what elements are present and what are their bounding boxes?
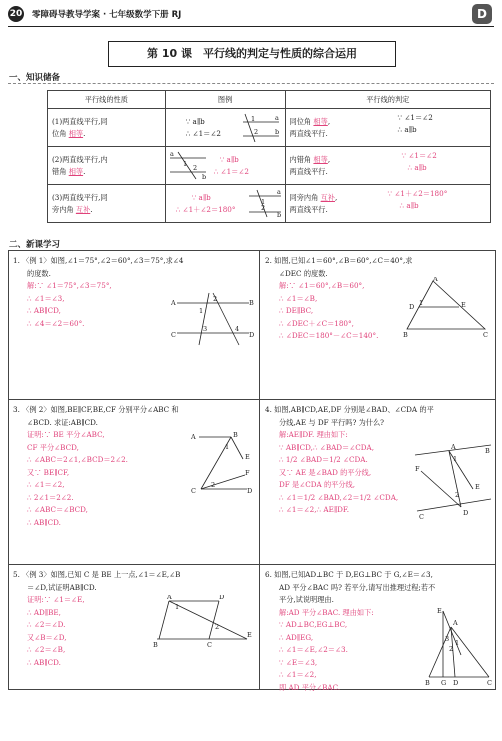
answer-blank: 相等 [68, 166, 84, 176]
svg-text:2: 2 [213, 295, 218, 303]
svg-text:C: C [419, 513, 424, 521]
svg-text:C: C [191, 487, 196, 495]
svg-text:F: F [245, 469, 250, 477]
svg-text:1: 1 [225, 443, 230, 451]
svg-text:1: 1 [453, 455, 458, 463]
svg-text:E: E [247, 631, 252, 639]
property-cell: (1)两直线平行,同 位角 相等. [48, 109, 166, 147]
figure-problem-1 [169, 291, 255, 347]
svg-text:E: E [245, 453, 250, 461]
svg-text:D: D [219, 595, 225, 601]
table-row [48, 147, 491, 185]
svg-text:2: 2 [215, 623, 220, 631]
property-cell: (3)两直线平行,同 旁内角 互补. [48, 185, 166, 223]
figure-problem-2 [399, 277, 493, 337]
criterion-cell: 同位角 相等, 两直线平行. ∵ ∠1＝∠2 ∴ a∥b [285, 109, 490, 147]
svg-text:b: b [276, 211, 281, 218]
svg-text:1: 1 [260, 198, 265, 206]
figure-problem-4 [413, 441, 493, 521]
svg-text:D: D [249, 331, 255, 339]
svg-text:1: 1 [455, 639, 460, 647]
svg-text:2: 2 [192, 164, 197, 172]
answer-blank: 相等 [313, 116, 328, 126]
property-cell: (2)两直线平行,内 错角 相等. [48, 147, 166, 185]
svg-text:a: a [169, 150, 174, 158]
svg-text:1: 1 [250, 115, 255, 123]
table-row [48, 109, 491, 147]
svg-text:B: B [153, 641, 158, 649]
svg-text:B: B [485, 447, 490, 455]
problem-5: 5. 〈例 3〉如图,已知 C 是 BE 上一点,∠1＝∠E,∠B ＝∠D,试证明AB∥CD. 证明:∵ ∠1＝∠E, ∴ AD∥BE, ∴ ∠2＝∠D. 又∠B＝∠D, ∴ ∠2＝∠B, ∴ AB∥CD. [13, 570, 181, 667]
svg-text:A: A [433, 277, 438, 283]
svg-text:1: 1 [182, 160, 187, 168]
svg-text:A: A [191, 433, 196, 441]
book-title: 零障碍导教导学案 · 七年级数学下册 RJ [32, 10, 182, 20]
figure-co-interior-angles [247, 188, 283, 218]
lesson-title: 第 10 课 平行线的判定与性质的综合运用 [108, 41, 396, 67]
column-divider [259, 251, 260, 689]
table-row [48, 185, 491, 223]
svg-text:1: 1 [419, 299, 424, 307]
svg-text:3: 3 [445, 635, 450, 643]
answer-blank: 相等 [313, 154, 328, 164]
problem-3: 3. 〈例 2〉如图,BE∥CF,BE,CF 分别平分∠ABC 和 ∠BCD. 求证:AB∥CD. 证明:∵ BE 平分∠ABC, CF 平分∠BCD, ∴ ∠ABC＝2∠1,∠BCD＝2∠2. 又∵ BE∥CF, ∴ ∠1＝∠2, ∴ 2∠1＝2∠2. ∴ ∠ABC＝∠BCD, ∴ AB∥CD. [13, 405, 179, 527]
svg-text:D: D [463, 509, 469, 517]
figure-problem-5 [149, 595, 255, 651]
answer-blank: 互补 [320, 192, 335, 202]
problem-4: 4. 如图,AB∥CD,AE,DF 分别是∠BAD、∠CDA 的平 分线,AE 与 DF 平行吗? 为什么? 解:AE∥DF. 理由如下: ∵ AB∥CD,∴ ∠BAD＝∠CDA, ∴ 1/2 ∠BAD＝1/2 ∠CDA. 又∵ AE 是∠BAD 的平分线, DF 是∠CDA 的平分线, ∴ ∠1＝1/2 ∠BAD,∠2＝1/2 ∠CDA, ∴ ∠1＝∠2,∴ AE∥DF. [265, 405, 434, 514]
problem-2: 2. 如图,已知∠1＝60°,∠B＝60°,∠C＝40°,求 ∠DEC 的度数. 解:∵ ∠1＝60°,∠B＝60°, ∴ ∠1＝∠B, ∴ DE∥BC, ∴ ∠DEC＋∠C＝180°, ∴ ∠DEC＝180°－∠C＝140°. [265, 256, 413, 340]
svg-text:B: B [233, 431, 238, 439]
publisher-logo: D [472, 4, 492, 24]
criterion-cell: 内错角 相等, 两直线平行. ∵ ∠1＝∠2 ∴ a∥b [285, 147, 490, 185]
row-divider [9, 564, 495, 565]
svg-text:2: 2 [211, 481, 216, 489]
svg-text:b: b [274, 128, 279, 136]
answer-blank: 互补 [75, 204, 91, 214]
svg-text:a: a [274, 114, 279, 122]
svg-text:b: b [201, 173, 206, 180]
svg-text:C: C [171, 331, 176, 339]
svg-text:A: A [451, 443, 456, 451]
svg-text:B: B [403, 331, 408, 337]
svg-text:E: E [461, 301, 466, 309]
problems-grid [8, 250, 496, 690]
figure-cell: ∵ a∥b ∴ ∠1＋∠2＝180° a b 1 2 [165, 185, 285, 223]
header-figure: 图例 [165, 91, 285, 109]
section1-divider [8, 83, 494, 84]
svg-text:2: 2 [260, 204, 265, 212]
criterion-cell: 同旁内角 互补, 两直线平行. ∵ ∠1＋∠2＝180° ∴ a∥b [285, 185, 490, 223]
svg-text:G: G [441, 679, 447, 687]
svg-text:1: 1 [199, 307, 204, 315]
svg-text:1: 1 [175, 603, 180, 611]
svg-text:C: C [207, 641, 212, 649]
svg-text:D: D [453, 679, 459, 687]
section2-title: 二、新课学习 [9, 240, 61, 250]
svg-text:B: B [249, 299, 254, 307]
review-table [47, 90, 491, 223]
problem-1: 1. 〈例 1〉如图,∠1＝75°,∠2＝60°,∠3＝75°,求∠4 的度数. 解:∵ ∠1＝75°,∠3＝75°, ∴ ∠1＝∠3, ∴ AB∥CD, ∴ ∠4＝∠2＝60°. [13, 256, 184, 328]
svg-text:C: C [483, 331, 488, 337]
svg-text:D: D [247, 487, 253, 495]
figure-corresponding-angles [241, 112, 281, 142]
page-number: 20 [8, 6, 24, 22]
figure-cell: ∵ a∥b ∴ ∠1＝∠2 a b 1 2 [165, 109, 285, 147]
svg-text:2: 2 [449, 645, 454, 653]
header-criteria: 平行线的判定 [285, 91, 490, 109]
svg-text:C: C [487, 679, 492, 687]
figure-problem-6 [421, 607, 495, 687]
svg-text:2: 2 [253, 128, 258, 136]
svg-text:E: E [437, 607, 442, 615]
svg-text:A: A [171, 299, 176, 307]
svg-text:E: E [475, 483, 480, 491]
table-header-row [48, 91, 491, 109]
section1-title: 一、知识储备 [9, 73, 61, 83]
row-divider [9, 399, 495, 400]
figure-alternate-angles [168, 150, 208, 180]
svg-text:F: F [415, 465, 420, 473]
svg-text:3: 3 [203, 325, 208, 333]
svg-text:A: A [167, 595, 172, 601]
svg-text:a: a [276, 188, 281, 196]
svg-text:A: A [453, 619, 458, 627]
header-divider [8, 26, 494, 27]
problem-6: 6. 如图,已知AD⊥BC 于 D,EG⊥BC 于 G,∠E＝∠3, AD 平分∠BAC 吗? 若平分,请写出推理过程;若不 平分,试说明理由. 解:AD 平分∠BAC. 理由如下: ∵ AD⊥BC,EG⊥BC, ∴ AD∥EG, ∴ ∠1＝∠E,∠2＝∠3. ∵ ∠E＝∠3, ∴ ∠1＝∠2, 即 AD 平分∠BAC. [265, 570, 436, 692]
answer-blank: 相等 [68, 128, 84, 138]
figure-cell: a b 1 2 ∵ a∥b ∴ ∠1＝∠2 [165, 147, 285, 185]
svg-text:B: B [425, 679, 430, 687]
svg-text:2: 2 [455, 491, 460, 499]
svg-text:4: 4 [235, 325, 240, 333]
svg-text:D: D [409, 303, 415, 311]
figure-problem-3 [189, 431, 255, 501]
header-properties: 平行线的性质 [48, 91, 166, 109]
